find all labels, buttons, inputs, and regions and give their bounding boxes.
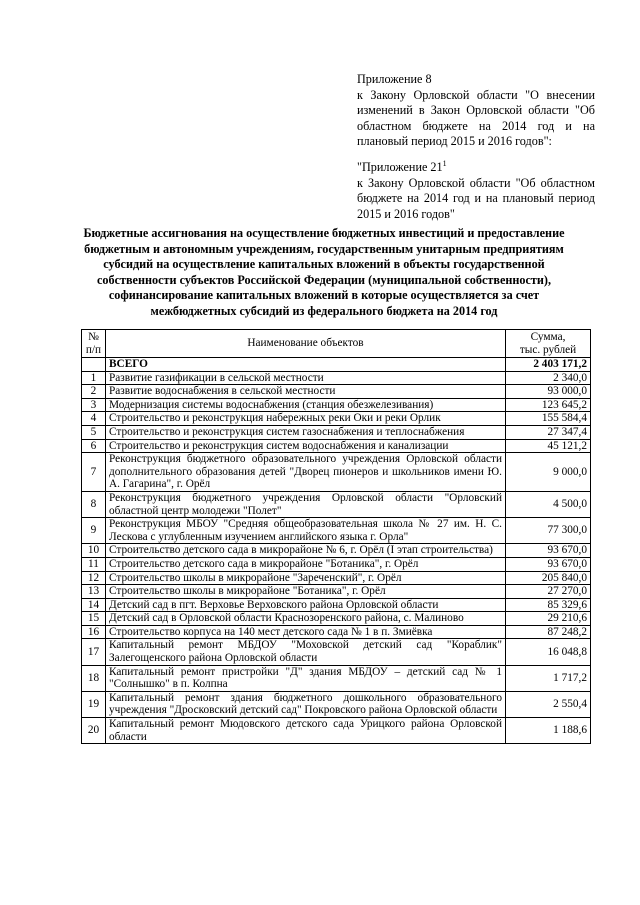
appendix-law-reference: к Закону Орловской области "О внесении изменений в Закон Орловской области "Об областном бюджете на 2014 год и на плановый период 2015 и 2016 годов": [357,87,595,149]
row-object-name: Капитальный ремонт здания бюджетного дошкольного образовательного учреждения "Дросковский детский сад" Покровского района Орловской области [106,691,506,717]
table-row [82,439,591,453]
row-number: 6 [82,439,106,453]
row-number: 1 [82,371,106,385]
column-header-name: Наименование объектов [106,330,506,358]
row-sum: 29 210,6 [506,612,591,626]
column-header-number-line2: п/п [85,343,102,356]
table-row [82,371,591,385]
table-row [82,612,591,626]
table-row [82,691,591,717]
table-row [82,491,591,517]
row-number: 19 [82,691,106,717]
row-object-name: Строительство детского сада в микрорайоне "Ботаника", г. Орёл [106,557,506,571]
appropriations-table [81,329,591,744]
row-number: 10 [82,544,106,558]
row-sum: 1 717,2 [506,665,591,691]
table-row [82,571,591,585]
row-object-name: Развитие газификации в сельской местности [106,371,506,385]
table-row [82,718,591,744]
row-object-name: Детский сад в Орловской области Краснозоренского района, с. Малиново [106,612,506,626]
row-sum: 77 300,0 [506,518,591,544]
document-title: Бюджетные ассигнования на осуществление бюджетных инвестиций и предоставление бюджетным и автономным учреждениям, государственным унитарным предприятиям субсидий на осуществление капитальных вложений в объекты государственной собственности субъектов Российской Федерации (муниципальной собственности), софинансирование капитальных вложений в которые осуществляется за счет межбюджетных субсидий из федерального бюджета на 2014 год [83,226,565,318]
row-number: 20 [82,718,106,744]
row-number: 15 [82,612,106,626]
row-sum: 93 670,0 [506,557,591,571]
row-number: 12 [82,571,106,585]
row-sum: 87 248,2 [506,625,591,639]
row-number: 2 [82,385,106,399]
row-number: 11 [82,557,106,571]
column-header-number [82,330,106,358]
table-row [82,385,591,399]
row-object-name: Строительство школы в микрорайоне "Зареченский", г. Орёл [106,571,506,585]
row-object-name: Реконструкция бюджетного образовательного учреждения Орловской области дополнительного образования детей "Дворец пионеров и школьников имени Ю. А. Гагарина", г. Орёл [106,453,506,492]
appendix-number: Приложение 8 [357,72,432,86]
row-object-name: Строительство и реконструкция систем газоснабжения и теплоснабжения [106,425,506,439]
table-row [82,639,591,665]
row-object-name: Строительство и реконструкция систем водоснабжения и канализации [106,439,506,453]
row-object-name: Модернизация системы водоснабжения (станция обезжелезивания) [106,398,506,412]
row-number: 5 [82,425,106,439]
column-header-sum-line1: Сумма, [530,330,566,343]
row-number: 8 [82,491,106,517]
column-header-sum-line2: тыс. рублей [519,343,577,356]
row-sum: 2 340,0 [506,371,591,385]
row-object-name: Развитие водоснабжения в сельской местности [106,385,506,399]
row-object-name: Строительство и реконструкция набережных реки Оки и реки Орлик [106,412,506,426]
row-sum: 27 270,0 [506,585,591,599]
column-header-sum [506,330,591,358]
row-object-name: Капитальный ремонт МБДОУ "Моховской детский сад "Кораблик" Залегощенского района Орловской области [106,639,506,665]
row-sum: 16 048,8 [506,639,591,665]
row-sum: 155 584,4 [506,412,591,426]
table-row [82,425,591,439]
table-header-row [82,330,591,358]
row-object-name: Строительство детского сада в микрорайоне № 6, г. Орёл (I этап строительства) [106,544,506,558]
appendix-original-law-reference: к Закону Орловской области "Об областном бюджете на 2014 год и на плановый период 2015 и 2016 годов" [357,175,595,221]
appendix-header [357,72,595,222]
row-number: 14 [82,598,106,612]
row-number: 7 [82,453,106,492]
table-row [82,518,591,544]
row-object-name: Капитальный ремонт пристройки "Д" здания МБДОУ – детский сад № 1 "Солнышко" в п. Колпна [106,665,506,691]
row-sum: 9 000,0 [506,453,591,492]
table-row [82,398,591,412]
row-number: 4 [82,412,106,426]
row-number: 3 [82,398,106,412]
row-object-name: Строительство корпуса на 140 мест детского сада № 1 в п. Змиёвка [106,625,506,639]
table-row [82,557,591,571]
table-row [82,453,591,492]
total-number-cell [82,358,106,372]
row-sum: 123 645,2 [506,398,591,412]
row-object-name: Детский сад в пгт. Верховье Верховского района Орловской области [106,598,506,612]
row-number: 13 [82,585,106,599]
row-sum: 45 121,2 [506,439,591,453]
appendix-original-number [357,156,595,176]
row-object-name: Реконструкция МБОУ "Средняя общеобразовательная школа № 27 им. Н. С. Лескова с углубленным изучением английского языка г. Орла" [106,518,506,544]
row-object-name: Строительство школы в микрорайоне "Ботаника", г. Орёл [106,585,506,599]
row-object-name: Реконструкция бюджетного учреждения Орловской области "Орловский областной центр молодежи "Полет" [106,491,506,517]
table-row [82,598,591,612]
row-sum: 4 500,0 [506,491,591,517]
table-row [82,665,591,691]
row-number: 18 [82,665,106,691]
row-object-name: Капитальный ремонт Мюдовского детского сада Урицкого района Орловской области [106,718,506,744]
row-sum: 27 347,4 [506,425,591,439]
row-number: 16 [82,625,106,639]
table-row [82,544,591,558]
total-row [82,358,591,372]
table-row [82,412,591,426]
row-number: 9 [82,518,106,544]
row-sum: 2 550,4 [506,691,591,717]
total-value: 2 403 171,2 [506,358,591,372]
appendix-original-number-superscript: 1 [442,158,447,168]
row-sum: 93 670,0 [506,544,591,558]
table-row [82,625,591,639]
row-sum: 205 840,0 [506,571,591,585]
row-sum: 85 329,6 [506,598,591,612]
row-sum: 93 000,0 [506,385,591,399]
total-label: ВСЕГО [106,358,506,372]
table-row [82,585,591,599]
row-number: 17 [82,639,106,665]
column-header-number-line1: № [88,330,99,343]
row-sum: 1 188,6 [506,718,591,744]
appendix-original-number-text: "Приложение 21 [357,160,443,175]
